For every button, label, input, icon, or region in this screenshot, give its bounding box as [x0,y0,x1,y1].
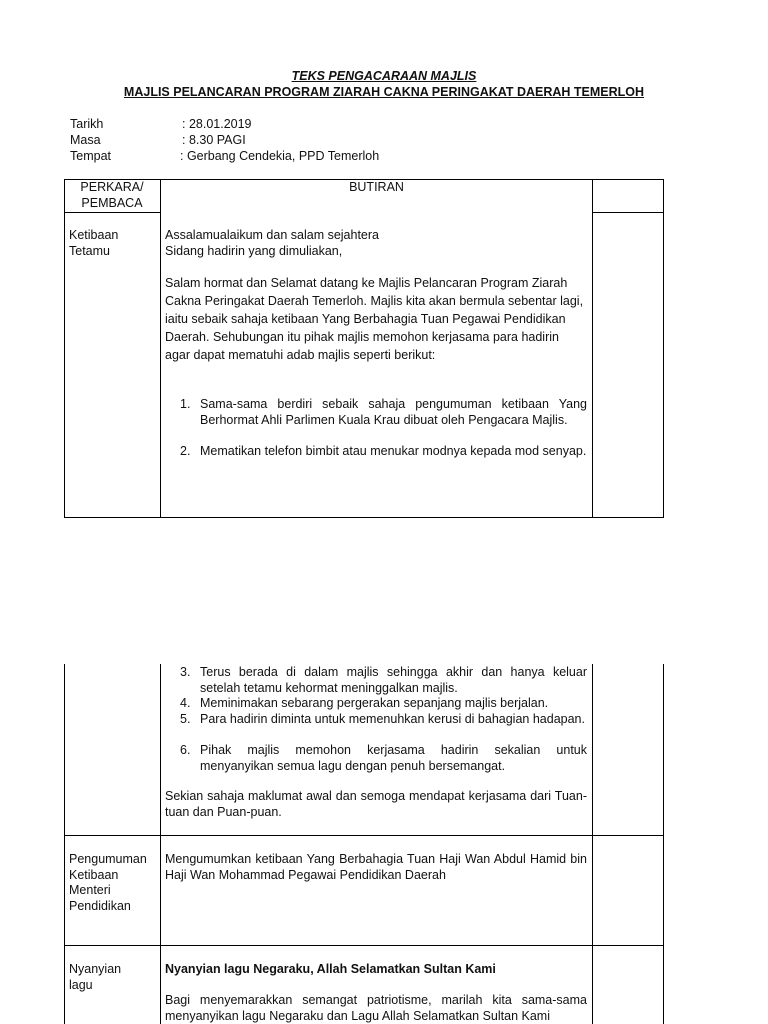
anthem-heading: Nyanyian lagu Negaraku, Allah Selamatkan Sultan Kami [165,962,496,976]
list-item [180,696,587,712]
list-item-number: 3. [180,665,191,679]
row-reader-pengumuman [69,852,147,914]
list-item-text: Para hadirin diminta untuk memenuhkan kerusi di bahagian hadapan. [200,712,585,726]
list-item-text: Meminimakan sebarang pergerakan sepanjang majlis berjalan. [200,696,549,710]
table-1-col-divider-right [592,179,593,518]
table-1-bottom-border [64,517,664,518]
list-item-text: Sama-sama berdiri sebaik sahaja pengumuman ketibaan Yang Berhormat Ahli Parlimen Kuala Krau dibuat oleh Pengacara Majlis. [200,397,587,427]
reader-line3: Menteri [69,883,111,898]
meta-value-venue: : Gerbang Cendekia, PPD Temerloh [180,149,380,163]
welcome-paragraph: Salam hormat dan Selamat datang ke Majlis Pelancaran Program Ziarah Cakna Peringakat Daerah Temerloh. Majlis kita akan bermula sebentar lagi, iaitu sebaik sahaja ketibaan Yang Berbahagia Tuan Pegawai Pendidikan Daerah. Sehubungan itu pihak majlis memohon kerjasama para hadirin agar dapat mematuhi adab majlis seperti berikut: [165,276,584,362]
list-item-number: 5. [180,712,191,726]
header-reader-line1: PERKARA/ [80,180,144,194]
reader-line2: lagu [69,977,93,992]
list-item [180,743,587,774]
meta-value-time: : 8.30 PAGI [182,133,246,147]
reader-line1: Nyanyian [69,962,122,976]
table-1-col-divider [160,179,161,518]
table-2-col-divider-right [592,664,593,1024]
reader-line2: Ketibaan [69,867,119,882]
announcement-text: Mengumumkan ketibaan Yang Berbahagia Tuan Haji Wan Abdul Hamid bin Haji Wan Mohammad Pegawai Pendidikan Daerah [165,852,587,882]
list-item [180,712,587,728]
reader-line1: Pengumuman [69,852,147,866]
reader-line4: Pendidikan [69,898,131,913]
reader-line1: Ketibaan [69,228,119,242]
list-item [180,397,587,428]
table-2-row-divider-1 [64,835,664,836]
reader-line2: Tetamu [69,243,110,258]
table-1-right-border [663,179,664,518]
list-item-number: 6. [180,743,191,757]
table-1-header-divider-right [592,212,664,213]
closing-paragraph: Sekian sahaja maklumat awal dan semoga mendapat kerjasama dari Tuan-tuan dan Puan-puan. [165,789,587,819]
table-2-left-border [64,664,65,1024]
list-item [180,444,587,460]
greeting-line1: Assalamualaikum dan salam sejahtera [165,228,379,242]
list-item-text: Mematikan telefon bimbit atau menukar modnya kepada mod senyap. [200,444,587,458]
list-item-text: Terus berada di dalam majlis sehingga akhir dan hanya keluar setelah tetamu kehormat meninggalkan majlis. [200,665,587,695]
table-2-right-border [663,664,664,1024]
meta-value-date: : 28.01.2019 [182,117,252,131]
row-reader-ketibaan [69,228,118,259]
table-2-col-divider [160,664,161,1024]
greeting [165,228,587,259]
document-title: TEKS PENGACARAAN MAJLIS [291,69,477,83]
meta-label-venue: Tempat [70,149,111,163]
list-item [180,665,587,696]
header-details-label: BUTIRAN [349,180,404,194]
list-item-number: 2. [180,444,191,458]
list-item-number: 4. [180,696,191,710]
greeting-line2: Sidang hadirin yang dimuliakan, [165,243,343,258]
header-reader-label [64,180,160,211]
meta-label-time: Masa [70,133,101,147]
table-1-left-border [64,179,65,518]
table-2-row-divider-2 [64,945,664,946]
list-item-text: Pihak majlis memohon kerjasama hadirin sekalian untuk menyanyikan semua lagu dengan penuh bersemangat. [200,743,587,773]
table-1-header-divider-left [64,212,161,213]
row-reader-nyanyian [69,962,121,993]
header-reader-line2: PEMBACA [81,195,143,210]
anthem-text: Bagi menyemarakkan semangat patriotisme, marilah kita sama-sama menyanyikan lagu Negaraku dan Lagu Allah Selamatkan Sultan Kami [165,993,587,1023]
list-item-number: 1. [180,397,191,411]
meta-label-date: Tarikh [70,117,104,131]
document-subtitle: MAJLIS PELANCARAN PROGRAM ZIARAH CAKNA PERINGAKAT DAERAH TEMERLOH [123,85,645,99]
